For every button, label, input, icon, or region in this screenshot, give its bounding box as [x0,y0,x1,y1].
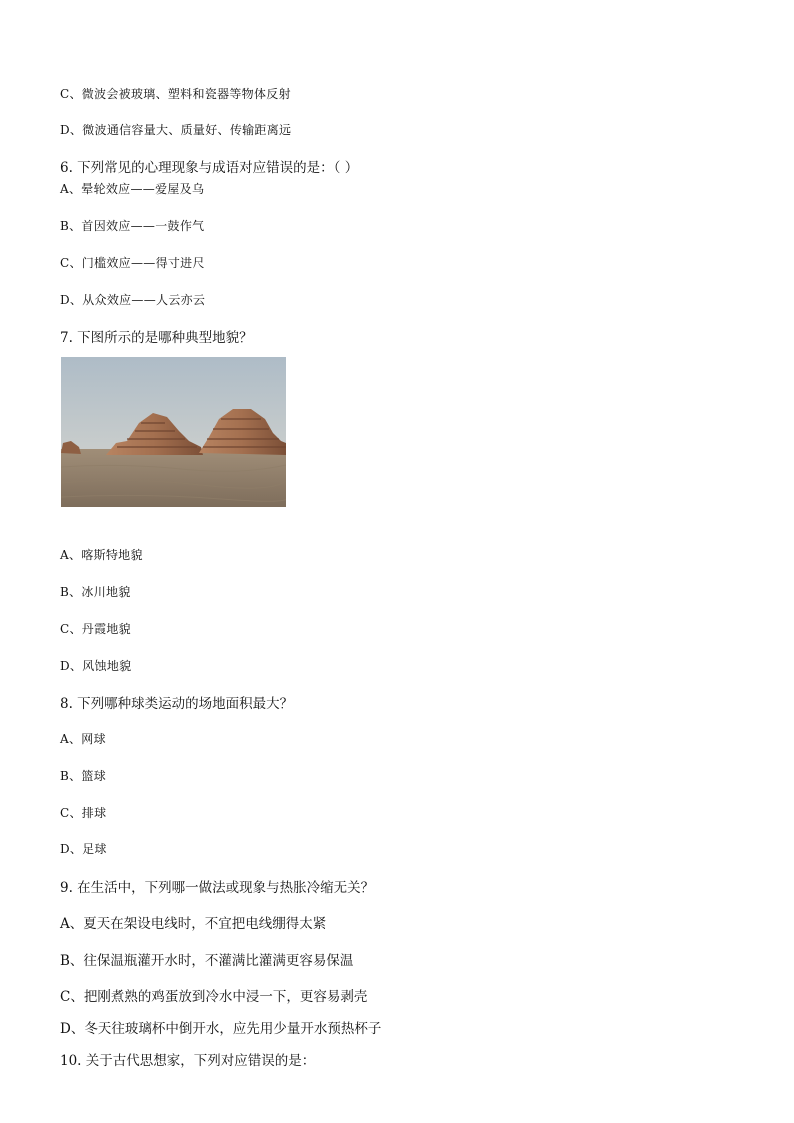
line-q8-option-c: C、排球 [60,806,107,820]
line-q8-option-b: B、篮球 [60,769,107,783]
line-q9-option-b: B、往保温瓶灌开水时，不灌满比灌满更容易保温 [60,953,354,969]
line-q6-option-d: D、从众效应——人云亦云 [60,293,206,307]
question-9: 9. 在生活中，下列哪一做法或现象与热胀冷缩无关？ [60,880,375,896]
question-10: 10. 关于古代思想家，下列对应错误的是： [60,1053,316,1069]
line-q9-option-d: D、冬天往玻璃杯中倒开水，应先用少量开水预热杯子 [60,1021,382,1037]
line-q8-option-d: D、足球 [60,842,107,856]
line-q6-option-c: C、门槛效应——得寸进尺 [60,256,205,270]
line-q6-option-b: B、首因效应——一鼓作气 [60,219,205,233]
line-q8-option-a: A、网球 [60,732,106,746]
line-q7-option-a: A、喀斯特地貌 [60,548,143,562]
line-q9-option-c: C、把刚煮熟的鸡蛋放到冷水中浸一下，更容易剥壳 [60,989,368,1005]
line-q9-option-a: A、夏天在架设电线时，不宜把电线绷得太紧 [60,916,327,932]
question-6: 6. 下列常见的心理现象与成语对应错误的是：（ ） [60,160,359,176]
line-q5-option-c: C、微波会被玻璃、塑料和瓷器等物体反射 [60,87,291,101]
line-q7-option-c: C、丹霞地貌 [60,622,131,636]
line-q7-option-d: D、风蚀地貌 [60,659,132,673]
question-8: 8. 下列哪种球类运动的场地面积最大？ [60,696,294,712]
question-7: 7. 下图所示的是哪种典型地貌？ [60,330,253,346]
line-q6-option-a: A、晕轮效应——爱屋及乌 [60,182,205,196]
line-q5-option-d: D、微波通信容量大、质量好、传输距离远 [60,123,292,137]
yardang-landform-photo [61,357,286,507]
line-q7-option-b: B、冰川地貌 [60,585,131,599]
